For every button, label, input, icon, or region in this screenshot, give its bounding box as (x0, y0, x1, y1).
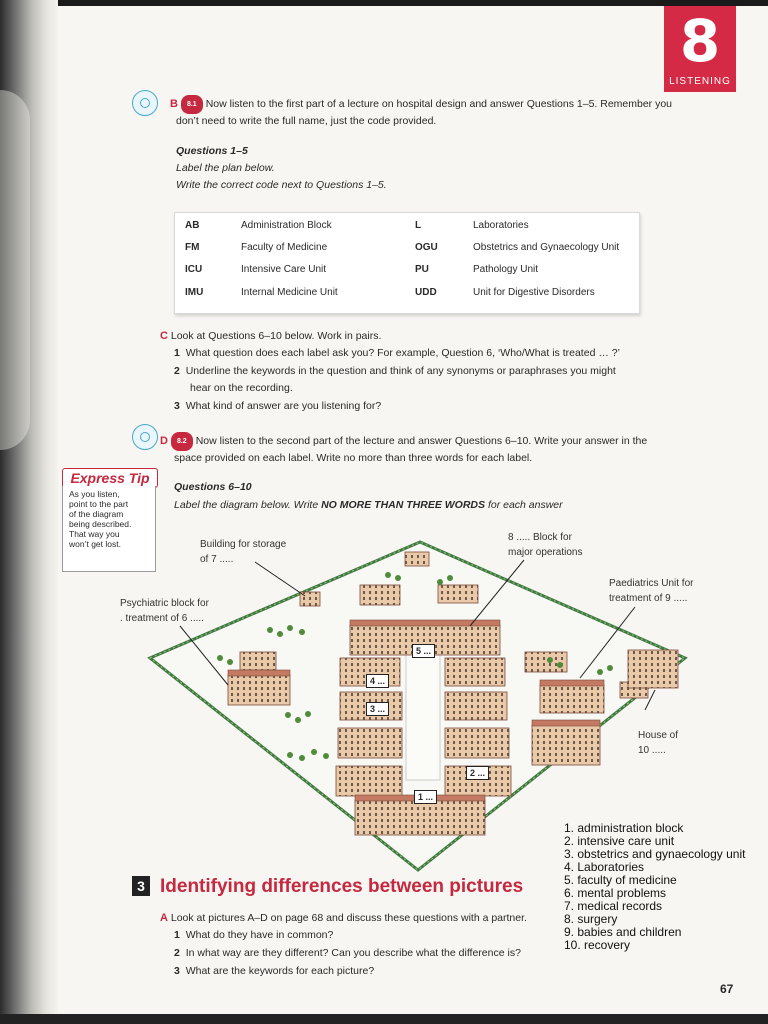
answer-item: 2. intensive care unit (564, 834, 675, 848)
answer-item: 10. recovery (564, 938, 631, 952)
answer-item: 1. administration block (564, 821, 684, 835)
answer-item: 6. mental problems (564, 886, 667, 900)
section-c-letter: C (160, 330, 168, 342)
section-3-number: 3 (132, 876, 150, 896)
page-number: 67 (720, 982, 734, 996)
section-3-item: 1 What do they have in common? (174, 929, 334, 941)
code-row: IMU Internal Medicine Unit UDD Unit for Digestive Disorders (185, 287, 595, 298)
questions-1-5-task-1: Label the plan below. (176, 162, 275, 174)
answer-box-5[interactable]: 5 ... (412, 644, 435, 658)
chapter-tab (664, 6, 736, 92)
section-d-letter: D (160, 435, 168, 447)
answer-item: 3. obstetrics and gynaecology unit (564, 847, 746, 861)
section-c-item-cont: hear on the recording. (190, 382, 293, 394)
label-paediatrics: Paediatrics Unit for treatment of 9 ..... (609, 578, 694, 604)
section-3-title: Identifying differences between pictures (160, 876, 524, 897)
answer-list (564, 822, 745, 952)
code-row: AB Administration Block L Laboratories (185, 220, 529, 231)
section-3-item: 2 In what way are they different? Can you describe what the difference is? (174, 947, 521, 959)
section-b-letter: B (170, 98, 178, 110)
section-3-item: 3 What are the keywords for each picture? (174, 965, 375, 977)
bottom-edge (0, 1014, 768, 1024)
section-c-intro: C Look at Questions 6–10 below. Work in pairs. (160, 330, 382, 342)
section-3a-intro: A Look at pictures A–D on page 68 and discuss these questions with a partner. (160, 912, 527, 924)
answer-box-1[interactable]: 1 ... (414, 790, 437, 804)
code-row: ICU Intensive Care Unit PU Pathology Unit (185, 264, 539, 275)
section-b-line1: Now listen to the first part of a lecture on hospital design and answer Questions 1–5. Remember you (205, 98, 673, 110)
audio-cd-icon[interactable] (132, 90, 158, 116)
answer-item: 5. faculty of medicine (564, 873, 677, 887)
questions-6-10-task: Label the diagram below. Write NO MORE THAN THREE WORDS for each answer (174, 499, 563, 511)
express-tip-body: As you listen, point to the part of the diagram being described. That way you won’t get lost. (62, 486, 156, 572)
section-b-line2: don’t need to write the full name, just the code provided. (176, 115, 437, 127)
answer-item: 9. babies and children (564, 925, 682, 939)
section-d-instruction: D 8.2 Now listen to the second part of the lecture and answer Questions 6–10. Write your answer in the (160, 432, 750, 451)
questions-1-5-task-2: Write the correct code next to Questions 1–5. (176, 179, 387, 191)
code-table (174, 212, 640, 314)
label-block-8: 8 ..... Block for major operations (508, 532, 583, 558)
questions-1-5-heading: Questions 1–5 (176, 145, 248, 157)
facing-page-edge (0, 90, 30, 450)
code-row: FM Faculty of Medicine OGU Obstetrics and Gynaecology Unit (185, 242, 620, 253)
section-d-line2: space provided on each label. Write no more than three words for each label. (174, 452, 533, 464)
answer-box-2[interactable]: 2 ... (466, 766, 489, 780)
chapter-number: 8 (679, 7, 721, 75)
label-house: House of 10 ..... (638, 730, 679, 756)
express-tip-title: Express Tip (62, 468, 158, 488)
answer-box-4[interactable]: 4 ... (366, 674, 389, 688)
section-c-item: 2 Underline the keywords in the question and think of any synonyms or paraphrases you might (174, 365, 616, 377)
section-b-instruction (170, 95, 740, 114)
answer-item: 7. medical records (564, 899, 663, 913)
answer-item: 4. Laboratories (564, 860, 645, 874)
section-c-item: 3 What kind of answer are you listening for? (174, 400, 382, 412)
top-edge (58, 0, 768, 6)
answer-item: 8. surgery (564, 912, 618, 926)
label-storage: Building for storage of 7 ..... (200, 539, 287, 565)
answer-box-3[interactable]: 3 ... (366, 702, 389, 716)
chapter-label: LISTENING (669, 76, 731, 87)
questions-6-10-heading: Questions 6–10 (174, 481, 252, 493)
label-psychiatric: Psychiatric block for . treatment of 6 ..... (120, 598, 209, 624)
section-c-item: 1 What question does each label ask you? For example, Question 6, ‘Who/What is treated … ?’ (174, 347, 620, 359)
audio-cd-icon[interactable] (132, 424, 158, 450)
track-badge-8-2[interactable]: 8.2 (171, 432, 193, 451)
track-badge-8-1[interactable]: 8.1 (181, 95, 203, 114)
